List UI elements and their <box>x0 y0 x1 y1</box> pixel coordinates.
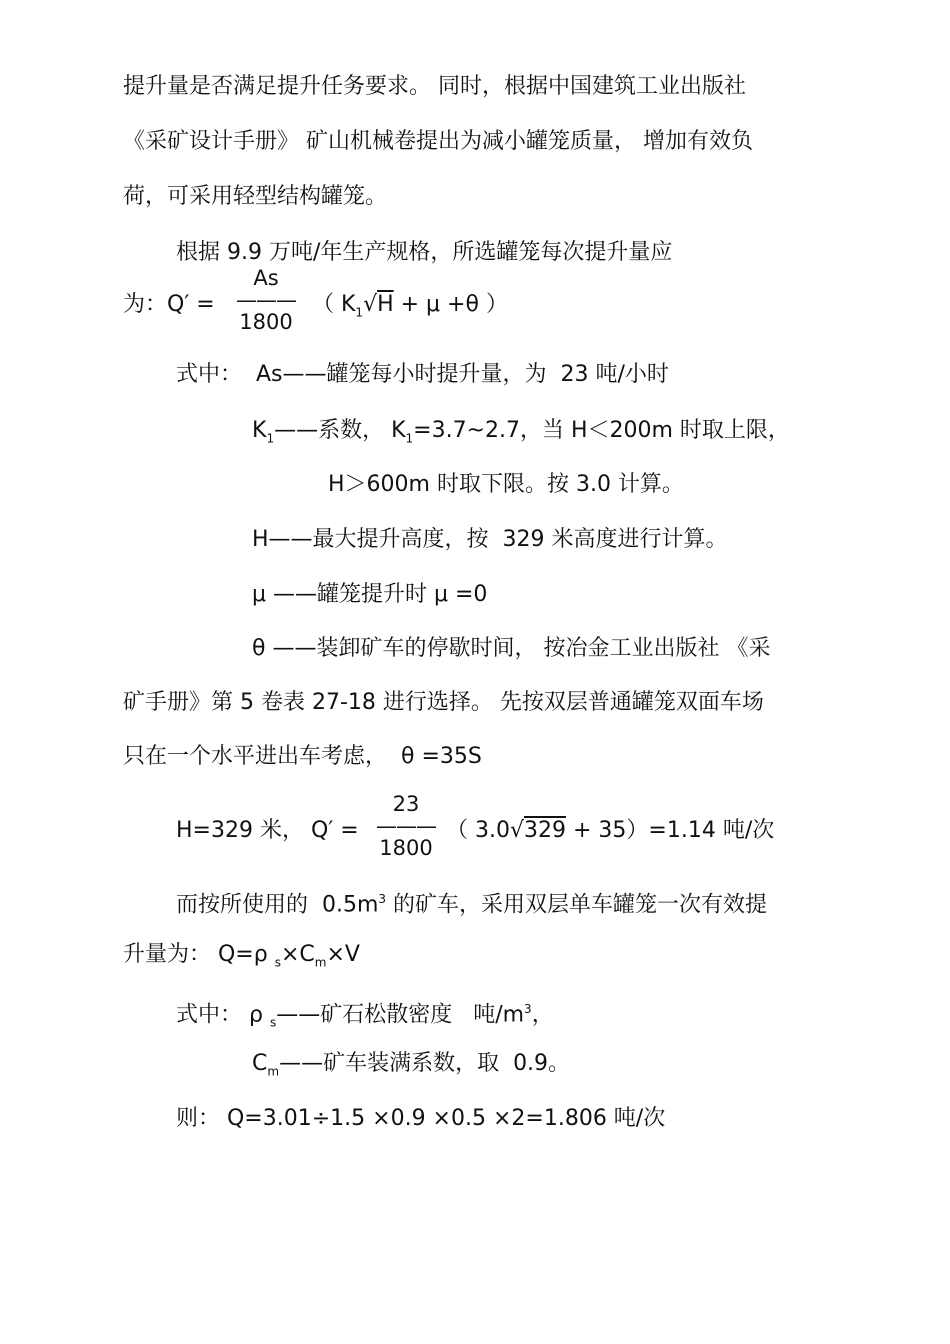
definition-mu: μ ——罐笼提升时 μ =0 <box>252 582 488 607</box>
fraction-numerator: As <box>253 266 279 290</box>
formula-prefix: H=329 米， Q′ = <box>176 818 359 843</box>
paragraph-line: 而按所使用的 $0.5m^3$ 的矿车，采用双层单车罐笼一次有效提 <box>176 892 768 918</box>
fraction-denominator: 1800 <box>239 310 293 334</box>
paragraph-line: 提升量是否满足提升任务要求。 同时，根据中国建筑工业出版社 <box>123 74 746 99</box>
definition-h: H——最大提升高度，按 329 米高度进行计算。 <box>252 527 728 552</box>
definition-theta: θ ——装卸矿车的停歇时间， 按冶金工业出版社 《采 <box>252 636 771 661</box>
fraction-numerator: 23 <box>392 792 420 816</box>
paragraph-line: 根据 9.9 万吨/年生产规格，所选罐笼每次提升量应 <box>176 240 673 265</box>
fraction-23-over-1800 <box>370 792 442 860</box>
formula-prefix: 为：Q′ = <box>123 292 215 317</box>
paragraph-line: 升量为： Q=ρ $_s\times C_m\times V$ <box>123 942 360 970</box>
fraction-bar: ——— <box>236 288 296 312</box>
paragraph-line: 荷，可采用轻型结构罐笼。 <box>123 184 388 209</box>
definition-as: 式中： As——罐笼每小时提升量，为 23 吨/小时 <box>176 362 669 387</box>
sqrt-icon: √ <box>363 292 378 317</box>
fraction-denominator: 1800 <box>379 836 433 860</box>
definition-rho: 式中： ρ $_s$——矿石松散密度 吨$/m^3$， <box>176 1002 554 1030</box>
fraction-as-over-1800 <box>230 266 302 334</box>
definition-cm: $C_m——$矿车装满系数，取 0.9。 <box>252 1051 571 1079</box>
paragraph-line: 矿手册》第 5 卷表 27-18 进行选择。 先按双层普通罐笼双面车场 <box>123 690 764 715</box>
radicand: 329 <box>524 818 567 843</box>
sqrt-icon: √ <box>509 818 525 843</box>
definition-k1-continued: H＞600m 时取下限。按 3.0 计算。 <box>328 472 684 497</box>
paragraph-line: 只在一个水平进出车考虑， θ =35S <box>123 744 482 769</box>
paragraph-line: 《采矿设计手册》 矿山机械卷提出为减小罐笼质量， 增加有效负 <box>123 129 753 154</box>
fraction-bar: ——— <box>376 814 436 838</box>
result-line: 则： Q=3.01÷1.5 ×0.9 ×0.5 ×2=1.806 吨/次 <box>176 1106 666 1131</box>
definition-k1: $K_1——$系数， $K_1=3.7\sim 2.7$，当 H＜200m 时取上限， <box>252 418 790 446</box>
radicand: H <box>377 292 394 317</box>
formula-tail: （ 3.0√329 + 35）=1.14 吨/次 <box>446 818 775 843</box>
formula-tail: （ $K_1√H + \mu +\theta$ ） <box>312 292 508 320</box>
